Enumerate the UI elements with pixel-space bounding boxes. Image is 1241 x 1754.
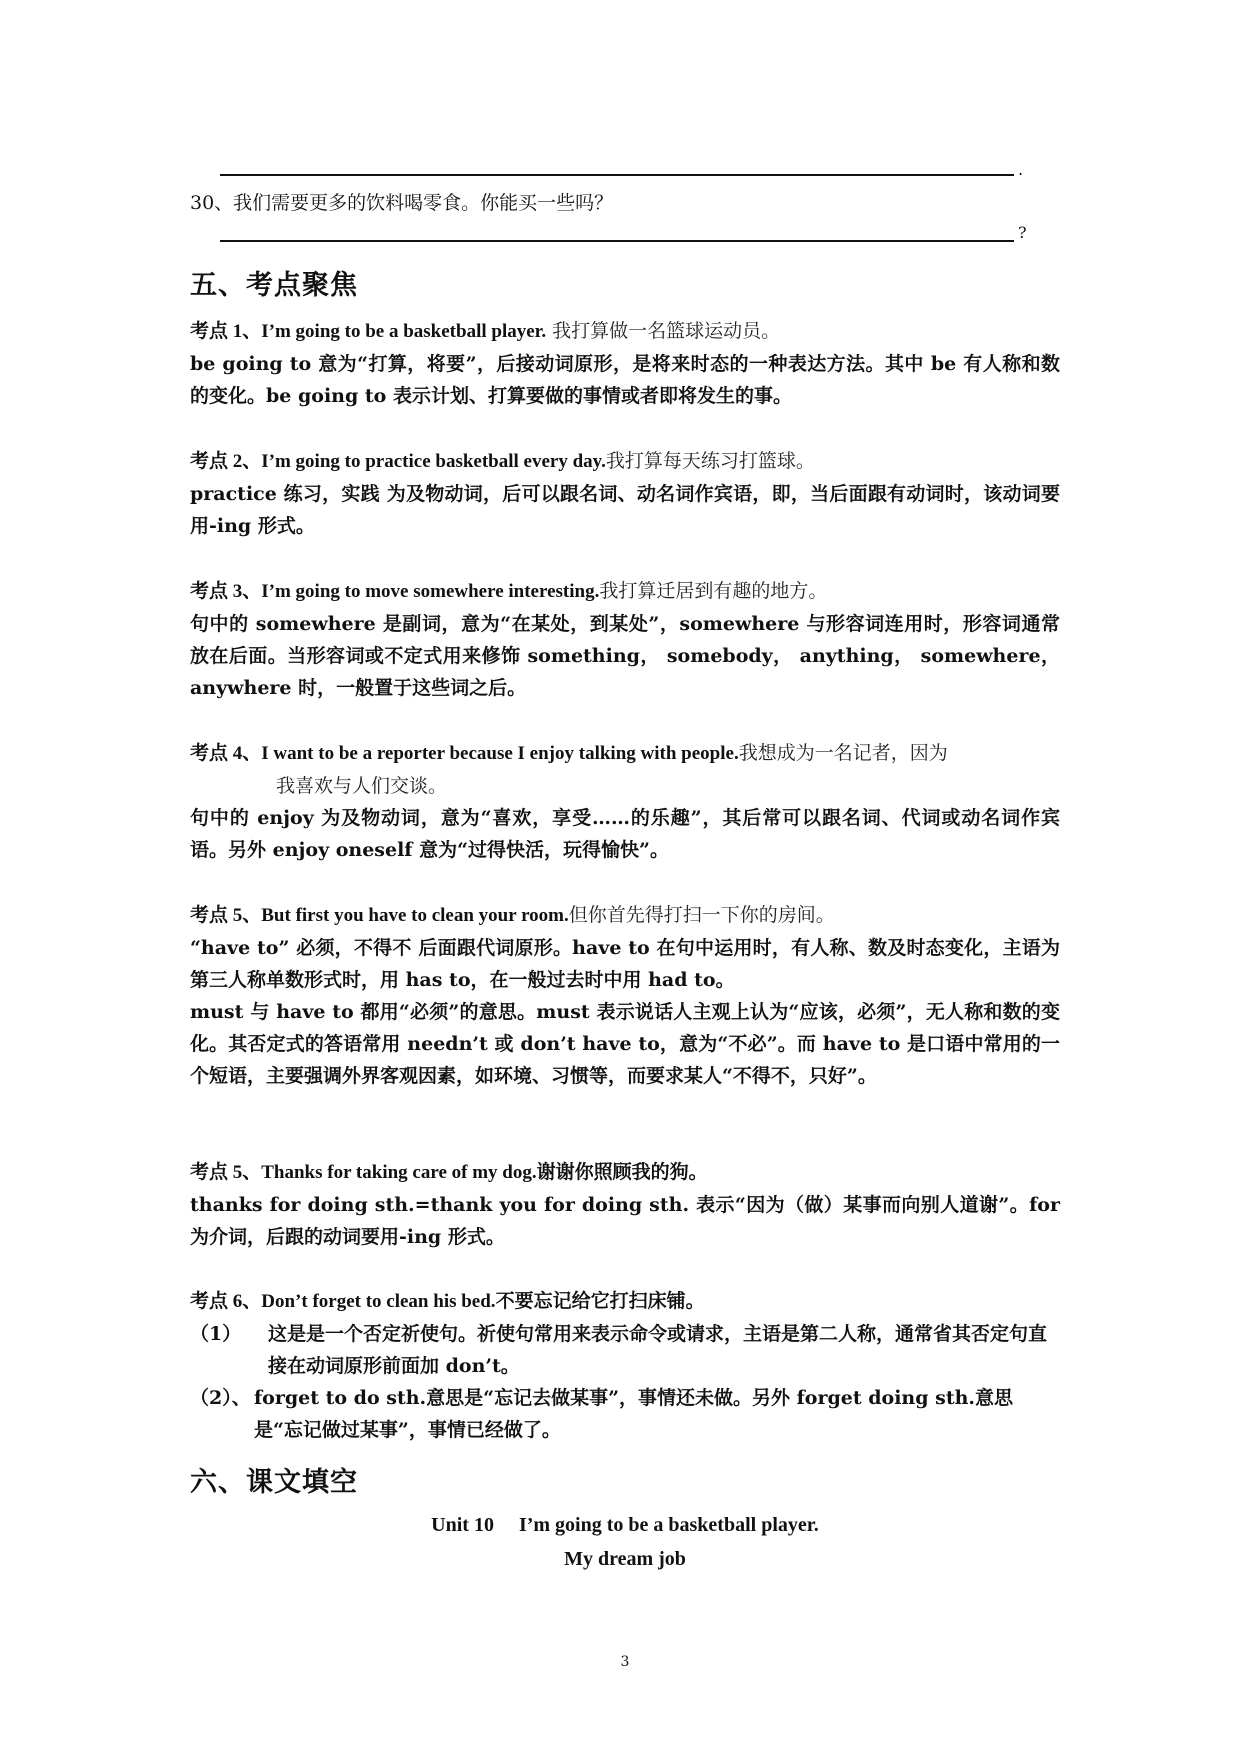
point-explanation: be going to 意为“打算，将要”，后接动词原形，是将来时态的一种表达方法。其中 be 有人称和数的变化。be going to 表示计划、打算要做的事情或者即将发生的事。	[190, 353, 1060, 407]
point-translation: 我想成为一名记者，因为	[738, 742, 948, 764]
answer-line[interactable]	[220, 240, 1014, 242]
list-text: 这是是一个否定祈使句。祈使句常用来表示命令或请求，主语是第二人称，通常省其否定句直接在动词原形前面加 don’t。	[268, 1323, 1048, 1377]
question-30: 30、我们需要更多的饮料喝零食。你能买一些吗？	[190, 192, 614, 214]
point-translation: 不要忘记给它打扫床铺。	[495, 1290, 705, 1312]
list-text: forget to do sth.意思是“忘记去做某事”，事情还未做。另外 forget doing sth.意思是“忘记做过某事”，事情已经做了。	[254, 1387, 1014, 1441]
exam-point-3	[190, 575, 1060, 704]
point-translation: 谢谢你照顾我的狗。	[536, 1161, 708, 1183]
point-label: 考点 2、I’m going to practice basketball every day.	[190, 451, 606, 472]
point-translation-cont: 我喜欢与人们交谈。	[276, 775, 448, 797]
exam-point-1	[190, 315, 1060, 412]
point-label: 考点 1、I’m going to be a basketball player.	[190, 321, 547, 342]
point-explanation: “have to” 必须，不得不 后面跟代词原形。have to 在句中运用时，有人称、数及时态变化，主语为第三人称单数形式时，用 has to，在一般过去时中用 had to。	[190, 937, 1060, 991]
section-heading: 六、课文填空	[190, 1467, 358, 1498]
section-heading: 五、考点聚焦	[190, 270, 358, 301]
point-explanation: 句中的 enjoy 为及物动词，意为“喜欢，享受……的乐趣”，其后常可以跟名词、代词或动名词作宾语。另外 enjoy oneself 意为“过得快活，玩得愉快”。	[190, 807, 1060, 861]
point-explanation: practice 练习，实践 为及物动词，后可以跟名词、动名词作宾语，即，当后面跟有动词时，该动词要用-ing 形式。	[190, 483, 1060, 537]
point-label: 考点 6、Don’t forget to clean his bed.	[190, 1291, 496, 1312]
answer-line[interactable]	[220, 174, 1014, 176]
point-translation: 但你首先得打扫一下你的房间。	[568, 904, 835, 926]
exam-point-6	[190, 1285, 1060, 1446]
list-item	[190, 1318, 1060, 1382]
list-number: （1）	[190, 1323, 242, 1345]
point-label: 考点 3、I’m going to move somewhere interesting.	[190, 581, 600, 602]
point-translation: 我打算每天练习打篮球。	[605, 450, 815, 472]
exam-point-5	[190, 899, 1060, 1092]
line-end-mark: ?	[1018, 223, 1027, 242]
list-item	[190, 1382, 1060, 1446]
point-translation: 我打算做一名篮球运动员。	[552, 320, 781, 342]
point-explanation: thanks for doing sth.=thank you for doing sth. 表示“因为（做）某事而向别人道谢”。for 为介词，后跟的动词要用-ing 形式。	[190, 1194, 1060, 1248]
exam-point-5b	[190, 1156, 1060, 1253]
point-explanation: must 与 have to 都用“必须”的意思。must 表示说话人主观上认为“应该，必须”，无人称和数的变化。其否定式的答语常用 needn’t 或 don’t have to，意为“不必”。而 have to 是口语中常用的一个短语，主要强调外界客观因素，如环境、习惯等，而要求某人“不得不，只好”。	[190, 1001, 1060, 1087]
exam-point-4	[190, 737, 1060, 866]
page-number: 3	[620, 1654, 630, 1670]
exam-point-2	[190, 445, 1060, 542]
point-label: 考点 5、But first you have to clean your room.	[190, 905, 569, 926]
list-number: （2）、	[190, 1387, 251, 1409]
point-explanation: 句中的 somewhere 是副词，意为“在某处，到某处”，somewhere 与形容词连用时，形容词通常放在后面。当形容词或不定式用来修饰 something， somebody， anything， somewhere，anywhere 时，一般置于这些词之后。	[190, 613, 1060, 699]
point-translation: 我打算迁居到有趣的地方。	[599, 580, 828, 602]
unit-title: Unit 10 I’m going to be a basketball player.	[431, 1514, 819, 1536]
passage-title: My dream job	[564, 1548, 686, 1570]
point-label: 考点 4、I want to be a reporter because I enjoy talking with people.	[190, 743, 739, 764]
line-end-mark: .	[1018, 160, 1024, 179]
point-label: 考点 5、Thanks for taking care of my dog.	[190, 1162, 537, 1183]
